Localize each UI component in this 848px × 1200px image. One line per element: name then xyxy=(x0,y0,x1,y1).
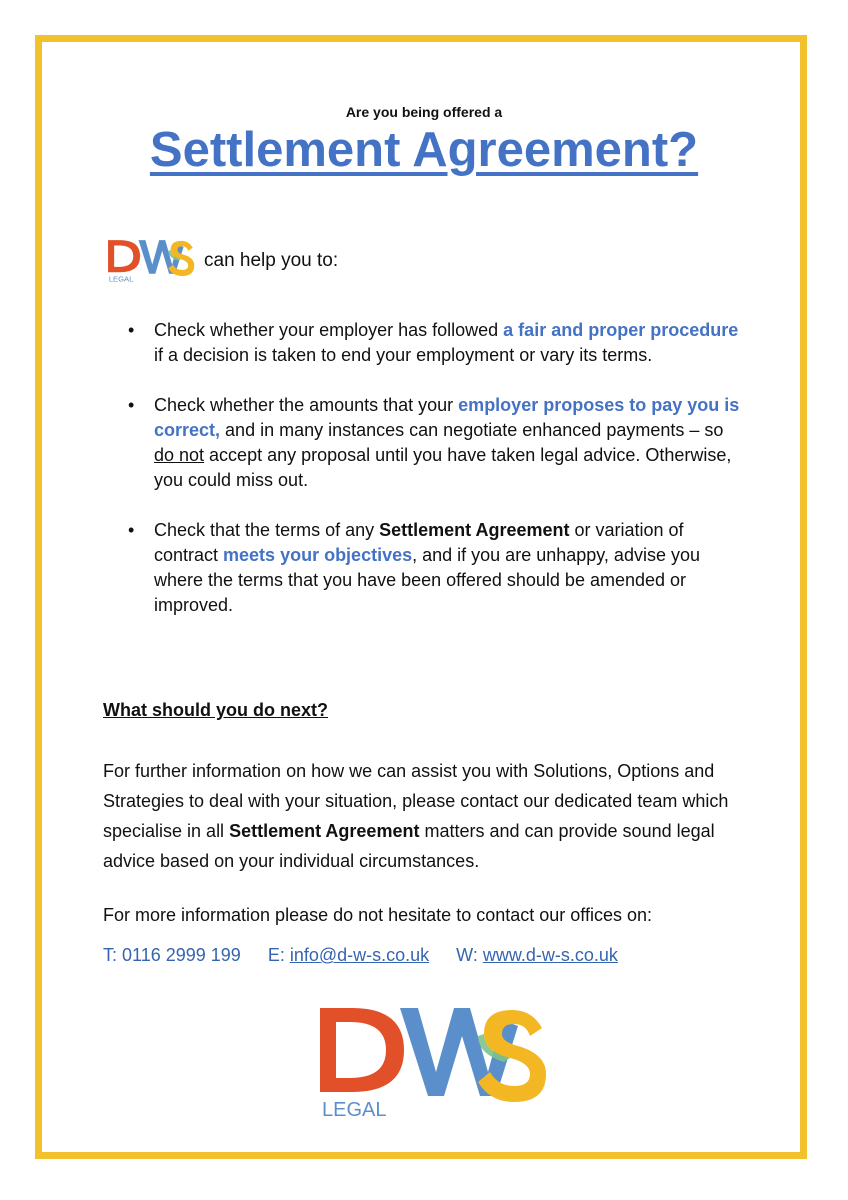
contact-intro: For more information please do not hesitate to contact our offices on: xyxy=(103,905,652,925)
website-link[interactable]: www.d-w-s.co.uk xyxy=(482,945,618,965)
section-heading: What should you do next? xyxy=(103,700,328,720)
phone-number: T: 0116 2999 199 xyxy=(103,945,241,965)
dws-legal-logo-small xyxy=(105,236,195,284)
dws-legal-logo-large xyxy=(312,1000,548,1120)
info-paragraph: For further information on how we can assist you with Solutions, Options and Strategies to deal with your situation, please contact our dedicated team which specialise in all Settlement Agreement matters and can provide sound legal advice based on your individual circumstances. xyxy=(103,761,729,871)
logo-legal-text: LEGAL xyxy=(108,274,134,284)
list-item: • Check that the terms of any Settlement Agreement or variation of contract meets your objectives, and if you are unhappy, advise you where the terms that you have been offered should be amended or improved. xyxy=(128,520,700,615)
page-title: Settlement Agreement? xyxy=(149,123,699,177)
intro-text: can help you to: xyxy=(204,250,339,271)
email-link[interactable]: info@d-w-s.co.uk xyxy=(289,945,430,965)
logo-legal-text: LEGAL xyxy=(322,1099,387,1120)
bullet-icon: • xyxy=(128,520,135,540)
list-item: • Check whether your employer has followed a fair and proper procedure if a decision is taken to end your employment or vary its terms. xyxy=(128,320,739,365)
subtitle: Are you being offered a xyxy=(345,104,503,120)
web-label: W: xyxy=(456,945,483,965)
contact-line xyxy=(103,945,618,966)
bullet-list xyxy=(128,318,748,643)
list-item: • Check whether the amounts that your employer proposes to pay you is correct, and in many instances can negotiate enhanced payments – so do not accept any proposal until you have taken legal advice. Otherwise, you could miss out. xyxy=(128,395,740,490)
bullet-icon: • xyxy=(128,320,135,340)
email-label: E: xyxy=(267,945,290,965)
intro xyxy=(105,236,505,284)
bullet-icon: • xyxy=(128,395,135,415)
